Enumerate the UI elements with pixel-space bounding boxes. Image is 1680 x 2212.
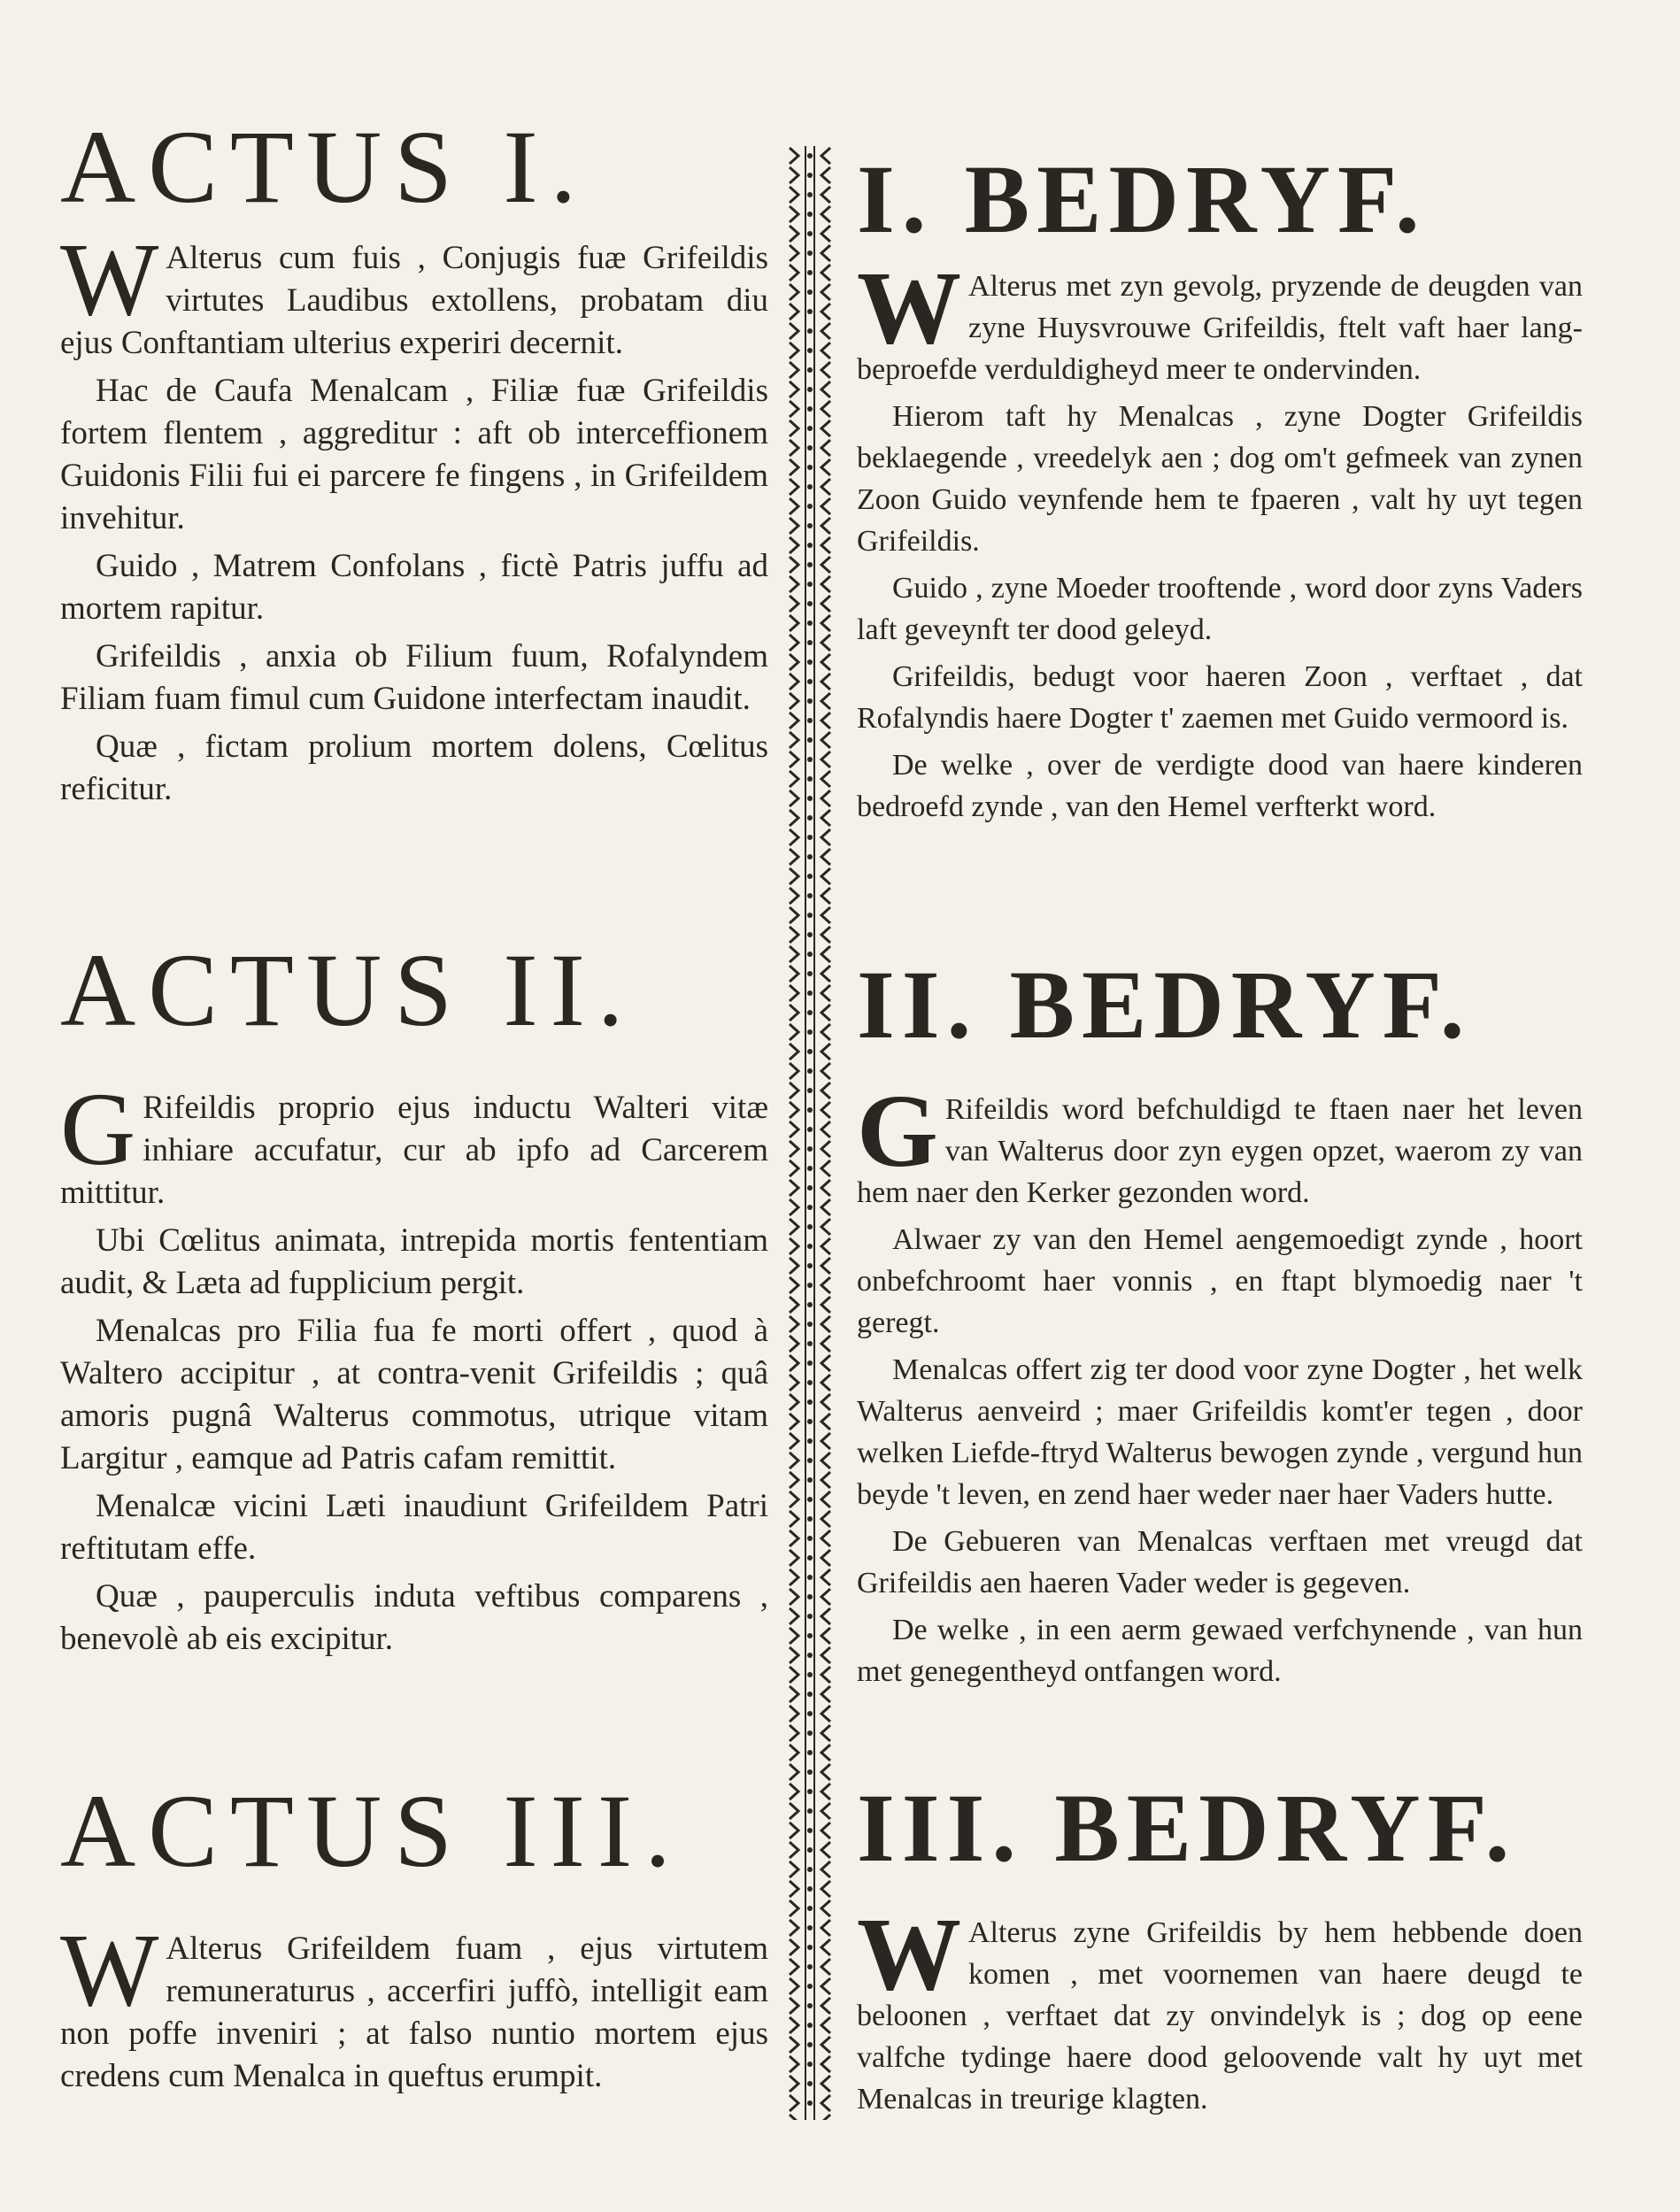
act-2-dutch xyxy=(857,951,1583,1698)
act-heading: I. BEDRYF. xyxy=(857,145,1427,253)
act-3-latin xyxy=(60,1773,768,2103)
drop-cap: W xyxy=(857,250,961,366)
paragraph: Hac de Caufa Menalcam , Filiæ fuæ Grifeildis fortem flentem , aggreditur : aft ob interceffionem Guidonis Filii fui ei parcere fe fingens , in Grifeildem invehitur. xyxy=(60,373,768,536)
act-summary xyxy=(857,1073,1583,1692)
act-summary xyxy=(60,221,768,811)
paragraph: G Rifeildis proprio ejus inductu Walteri vitæ inhiare accufatur, cur ab ipfo ad Carcerem mittitur. xyxy=(60,1071,768,1211)
paragraph: Menalcas pro Filia fua fe morti offert , quod à Waltero accipitur , at contra-venit Grifeildis ; quâ amoris pugnâ Walterus commotus, utrique vitam Largitur , eamque ad Patris cafam remittit. xyxy=(60,1313,768,1476)
paragraph: Grifeildis, bedugt voor haeren Zoon , verftaet , dat Rofalyndis haere Dogter t' zaemen met Guido vermoord is. xyxy=(857,660,1583,735)
paragraph: Hierom taft hy Menalcas , zyne Dogter Grifeildis beklaegende , vreedelyk aen ; dog om't gefmeek van zynen Zoon Guido veynfende hem te fpaeren , valt hy uyt tegen Grifeildis. xyxy=(857,400,1583,558)
drop-cap: G xyxy=(857,1073,938,1189)
act-2-latin xyxy=(60,932,768,1666)
paragraph: Menalcæ vicini Læti inaudiunt Grifeildem Patri reftitutam effe. xyxy=(60,1488,768,1567)
drop-cap: W xyxy=(60,1912,159,2028)
paragraph: W Alterus met zyn gevolg, pryzende de deugden van zyne Huysvrouwe Grifeildis, ftelt vaft haer lang-beproefde verduldigheyd meer te ondervinden. xyxy=(857,250,1583,386)
paragraph: W Alterus cum fuis , Conjugis fuæ Grifeildis virtutes Laudibus extollens, probatam diu ejus Conftantiam ulterius experiri decernit. xyxy=(60,221,768,361)
paragraph: De welke , in een aerm gewaed verfchynende , van hun met genegentheyd ontfangen word. xyxy=(857,1614,1583,1688)
act-3-dutch xyxy=(857,1774,1583,2125)
act-heading: ACTUS II. xyxy=(60,932,636,1048)
act-heading: ACTUS I. xyxy=(60,109,590,225)
paragraph: Alwaer zy van den Hemel aengemoedigt zynde , hoort onbefchroomt haer vonnis , en ftapt blymoedig naer 't geregt. xyxy=(857,1223,1583,1339)
act-summary xyxy=(60,1912,768,2098)
drop-cap: G xyxy=(60,1071,136,1187)
act-heading: ACTUS III. xyxy=(60,1773,683,1889)
paragraph: W Alterus Grifeildem fuam , ejus virtutem remuneraturus , accerfiri juffò, intelligit eam non poffe inveniri ; at falso nuntio mortem ejus credens cum Menalca in queftus erumpit. xyxy=(60,1912,768,2094)
act-heading: II. BEDRYF. xyxy=(857,951,1472,1059)
paragraph: Quæ , pauperculis induta veftibus comparens , benevolè ab eis excipitur. xyxy=(60,1578,768,1657)
paragraph: Grifeildis , anxia ob Filium fuum, Rofalyndem Filiam fuam fimul cum Guidone interfectam inaudit. xyxy=(60,638,768,717)
act-heading: III. BEDRYF. xyxy=(857,1774,1517,1882)
paragraph: G Rifeildis word befchuldigd te ftaen naer het leven van Walterus door zyn eygen opzet, waerom zy van hem naer den Kerker gezonden word. xyxy=(857,1073,1583,1209)
paragraph: Menalcas offert zig ter dood voor zyne Dogter , het welk Walterus aenveird ; maer Grifeildis komt'er tegen , door welken Liefde-ftryd Walterus bewogen zynde , vergund hun beyde 't leven, en zend haer weder naer haer Vaders hutte. xyxy=(857,1353,1583,1511)
drop-cap: W xyxy=(60,221,159,337)
paragraph: De Gebueren van Menalcas verftaen met vreugd dat Grifeildis aen haeren Vader weder is gegeven. xyxy=(857,1525,1583,1599)
paragraph: W Alterus zyne Grifeildis by hem hebbende doen komen , met voornemen van haere deugd te beloonen , verftaet dat zy onvindelyk is ; dog op eene valfche tydinge haere dood geloovende valt hy uyt met Menalcas in treurige klagten. xyxy=(857,1896,1583,2116)
paragraph: De welke , over de verdigte dood van haere kinderen bedroefd zynde , van den Hemel verfterkt word. xyxy=(857,749,1583,823)
act-1-dutch xyxy=(857,145,1583,833)
paragraph: Guido , Matrem Confolans , fictè Patris juffu ad mortem rapitur. xyxy=(60,548,768,627)
act-summary xyxy=(60,1071,768,1661)
paragraph: Quæ , fictam prolium mortem dolens, Cœlitus reficitur. xyxy=(60,728,768,807)
paragraph: Guido , zyne Moeder trooftende , word door zyns Vaders laft geveynft ter dood geleyd. xyxy=(857,572,1583,646)
act-1-latin xyxy=(60,109,768,816)
paragraph: Ubi Cœlitus animata, intrepida mortis fententiam audit, & Læta ad fupplicium pergit. xyxy=(60,1222,768,1301)
ornamental-divider xyxy=(779,146,841,2120)
drop-cap: W xyxy=(857,1896,961,2012)
act-summary xyxy=(857,1896,1583,2120)
act-summary xyxy=(857,250,1583,828)
